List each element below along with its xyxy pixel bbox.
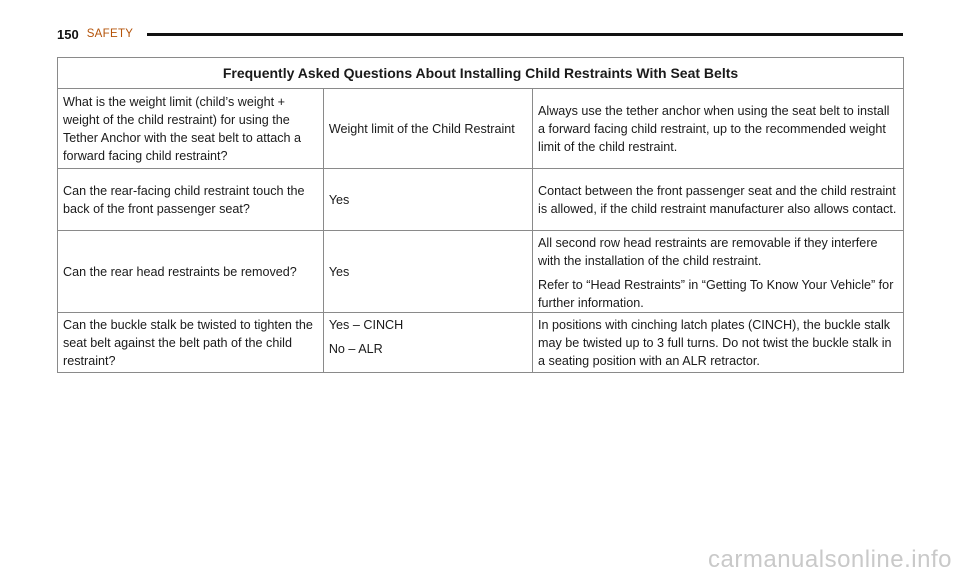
answer-cell [323, 169, 532, 231]
table-title: Frequently Asked Questions About Installing Child Restraints With Seat Belts [58, 58, 904, 89]
answer-cell [323, 89, 532, 169]
page-number: 150 [57, 26, 79, 42]
notes-cell [533, 89, 904, 169]
question-cell: Can the rear-facing child restraint touch the back of the front passenger seat? [58, 169, 324, 231]
question-cell: Can the rear head restraints be removed? [58, 231, 324, 313]
answer-cell [323, 313, 532, 373]
notes-text: All second row head restraints are removable if they interfere with the installation of the child restraint. [538, 236, 878, 269]
notes-cell [533, 313, 904, 373]
answer-text: Yes – CINCH [328, 318, 404, 333]
table-row [58, 231, 904, 313]
answer-text: No – ALR [328, 342, 383, 357]
notes-text: In positions with cinching latch plates (CINCH), the buckle stalk may be twisted up to 3 full turns. Do not twist the buckle stalk in a seating position with an ALR retractor. [538, 318, 892, 369]
notes-cell [533, 231, 904, 313]
watermark: carmanualsonline.info [708, 546, 952, 573]
question-cell: What is the weight limit (child’s weight + weight of the child restraint) for using the Tether Anchor with the seat belt to attach a forward facing child restraint? [58, 89, 324, 169]
notes-text: Refer to “Head Restraints” in “Getting To Know Your Vehicle” for further information. [538, 278, 894, 311]
table-row [58, 89, 904, 169]
answer-text: Weight limit of the Child Restraint [328, 121, 515, 136]
answer-text: Yes [328, 264, 350, 279]
section-title: SAFETY [86, 28, 134, 40]
notes-text: Contact between the front passenger seat and the child restraint is allowed, if the child restraint manufacturer also allows contact. [538, 183, 897, 216]
table-row [58, 169, 904, 231]
faq-table [57, 57, 904, 373]
question-cell: Can the buckle stalk be twisted to tighten the seat belt against the belt path of the child restraint? [58, 313, 324, 373]
notes-text: Always use the tether anchor when using the seat belt to install a forward facing child restraint, up to the recommended weight limit of the child restraint. [538, 103, 890, 154]
notes-cell [533, 169, 904, 231]
table-row [58, 313, 904, 373]
answer-cell [323, 231, 532, 313]
header-rule [147, 33, 903, 36]
page-header [57, 24, 903, 44]
answer-text: Yes [328, 192, 350, 207]
